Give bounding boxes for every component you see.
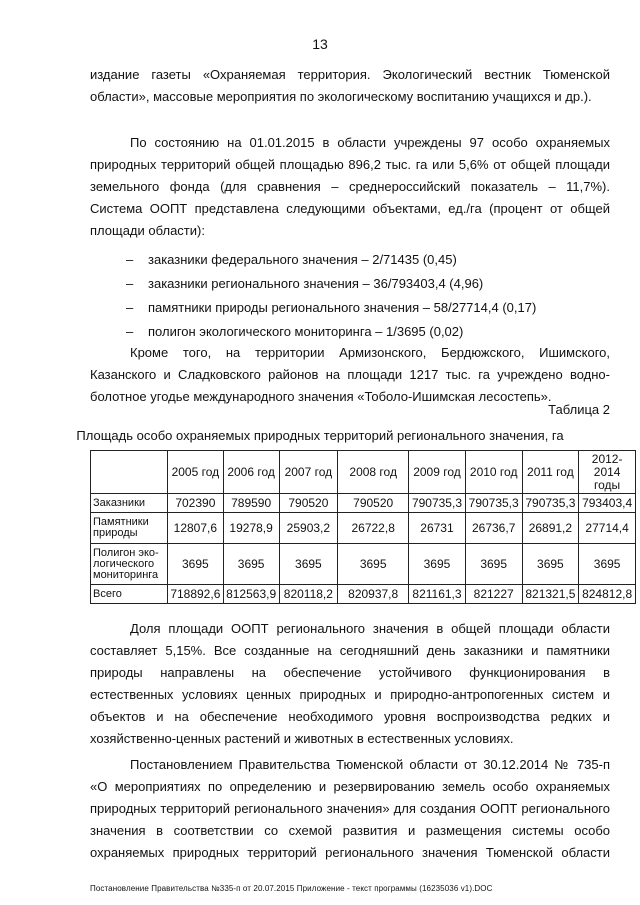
table-cell: 790735,3	[465, 494, 522, 513]
table-header: 2009 год	[409, 451, 466, 494]
table-row	[91, 585, 636, 604]
text-line: Система ООПТ представлена следующими объектами, ед./га (процент от общей	[90, 201, 610, 216]
text-line: Доля площади ООПТ регионального значения в общей площади области	[130, 621, 610, 636]
table-header: 2008 год	[338, 451, 409, 494]
oopt-status-paragraph	[90, 132, 610, 242]
table-cell: 3695	[409, 544, 466, 585]
text-line: охраняемых природных территорий регионального значения Тюменской области	[90, 845, 610, 860]
oopt-objects-list	[128, 248, 536, 344]
table-cell: 790520	[279, 494, 338, 513]
text-line: Кроме того, на территории Армизонского, Бердюжского, Ишимского,	[130, 345, 610, 360]
row-label: Памятники природы	[91, 513, 168, 544]
text-line: «О мероприятиях по определению и резервированию земель особо охраняемых	[90, 779, 610, 794]
table-row	[91, 513, 636, 544]
table-cell: 3695	[465, 544, 522, 585]
text-line: объектов и на обеспечение необходимого уровня воспроизводства редких и	[90, 709, 610, 724]
intro-paragraph	[90, 64, 610, 108]
list-item: – полигон экологического мониторинга – 1/3695 (0,02)	[128, 320, 536, 344]
table-header: 2005 год	[167, 451, 223, 494]
table-cell: 789590	[223, 494, 279, 513]
list-item: – памятники природы регионального значения – 58/27714,4 (0,17)	[128, 296, 536, 320]
text-line: природных территорий общей площадью 896,2 тыс. га или 5,6% от общей площади	[90, 157, 610, 172]
text-line: составляет 5,15%. Все созданные на сегодняшний день заказники и памятники	[90, 643, 610, 658]
table-cell: 718892,6	[167, 585, 223, 604]
table-cell: 821227	[465, 585, 522, 604]
text-line: болотное угодье международного значения «Тоболо-Ишимская лесостепь».	[90, 389, 552, 404]
row-label: Заказники	[91, 494, 168, 513]
table-cell: 820937,8	[338, 585, 409, 604]
table-header: 2012- 2014 годы	[579, 451, 636, 494]
text-line: По состоянию на 01.01.2015 в области учреждены 97 особо охраняемых	[130, 135, 610, 150]
table-cell: 3695	[167, 544, 223, 585]
text-line: Постановлением Правительства Тюменской области от 30.12.2014 № 735-п	[130, 757, 610, 772]
table-cell: 19278,9	[223, 513, 279, 544]
table-cell: 3695	[338, 544, 409, 585]
table-cell: 824812,8	[579, 585, 636, 604]
list-item: – заказники регионального значения – 36/793403,4 (4,96)	[128, 272, 536, 296]
table-title: Площадь особо охраняемых природных территорий регионального значения, га	[76, 428, 564, 443]
table-header	[91, 451, 168, 494]
row-label: Всего	[91, 585, 168, 604]
text-line: издание газеты «Охраняемая территория. Экологический вестник Тюменской	[90, 67, 610, 82]
page-number: 13	[312, 36, 328, 52]
table-cell: 26731	[409, 513, 466, 544]
table-cell: 27714,4	[579, 513, 636, 544]
table-cell: 3695	[223, 544, 279, 585]
text-line: площади области):	[90, 223, 205, 238]
table-cell: 26722,8	[338, 513, 409, 544]
table-cell: 26736,7	[465, 513, 522, 544]
table-cell: 821321,5	[522, 585, 579, 604]
text-line: природных территорий регионального значения» для создания ООПТ регионального	[90, 801, 610, 816]
row-label: Полигон эко- логического мониторинга	[91, 544, 168, 585]
table-header: 2011 год	[522, 451, 579, 494]
table-header: 2006 год	[223, 451, 279, 494]
list-item: – заказники федерального значения – 2/71435 (0,45)	[128, 248, 536, 272]
table-cell: 3695	[522, 544, 579, 585]
table-cell: 790735,3	[522, 494, 579, 513]
table-row	[91, 494, 636, 513]
text-line: области», массовые мероприятия по экологическому воспитанию учащихся и др.).	[90, 89, 592, 104]
text-line: естественных условиях ценных природных и природно-антропогенных систем и	[90, 687, 610, 702]
wetland-paragraph	[90, 342, 610, 408]
table-cell: 3695	[579, 544, 636, 585]
text-line: природы направлены на обеспечение устойчивого функционирования в	[90, 665, 610, 680]
table-cell: 3695	[279, 544, 338, 585]
table-header: 2007 год	[279, 451, 338, 494]
text-line: земельного фонда (для сравнения – среднероссийский показатель – 11,7%).	[90, 179, 610, 194]
table-caption: Таблица 2	[548, 402, 610, 417]
table-cell: 793403,4	[579, 494, 636, 513]
resolution-paragraph	[90, 754, 610, 864]
table-row	[91, 544, 636, 585]
table-cell: 26891,2	[522, 513, 579, 544]
share-paragraph	[90, 618, 610, 750]
table-cell: 790520	[338, 494, 409, 513]
table-header: 2010 год	[465, 451, 522, 494]
text-line: значения в соответствии со схемой развития и размещения системы особо	[90, 823, 610, 838]
table-cell: 812563,9	[223, 585, 279, 604]
table-cell: 790735,3	[409, 494, 466, 513]
document-footer: Постановление Правительства №335-п от 20.07.2015 Приложение - текст программы (16235036 v1).DOC	[90, 884, 493, 893]
table-cell: 702390	[167, 494, 223, 513]
table-cell: 25903,2	[279, 513, 338, 544]
table-cell: 820118,2	[279, 585, 338, 604]
text-line: Казанского и Сладковского районов на площади 1217 тыс. га учреждено водно-	[90, 367, 610, 382]
text-line: хозяйственно-ценных растений и животных в естественных условиях.	[90, 731, 514, 746]
table-cell: 12807,6	[167, 513, 223, 544]
table-cell: 821161,3	[409, 585, 466, 604]
oopt-area-table	[90, 450, 636, 604]
